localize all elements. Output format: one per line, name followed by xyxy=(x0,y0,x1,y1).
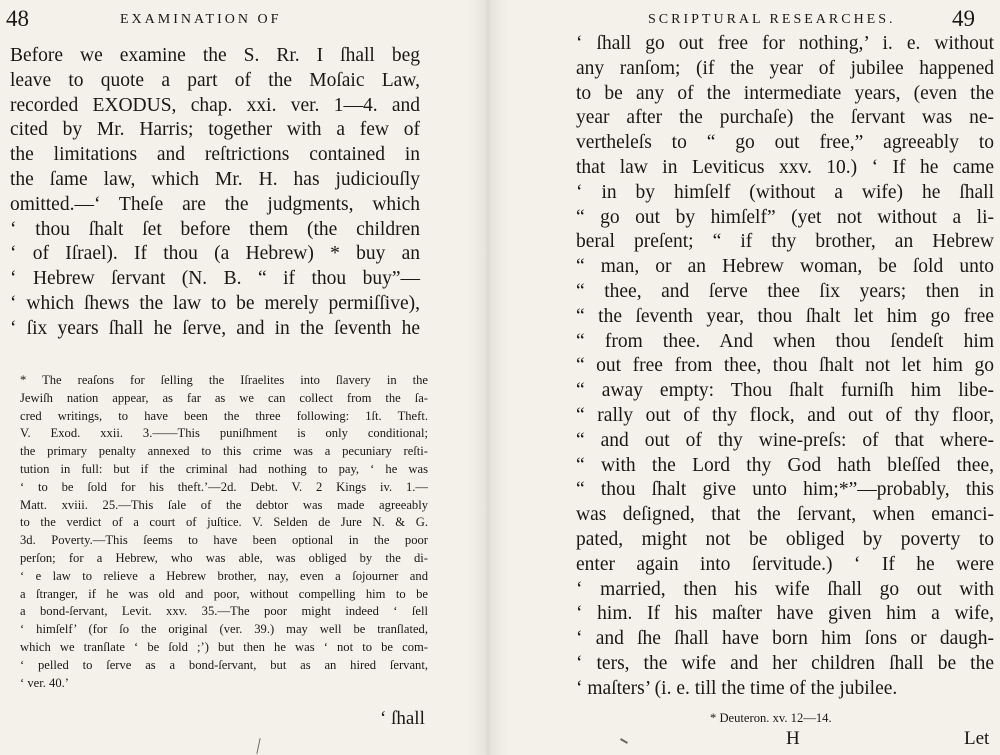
footnote-line: * The reaſons for ſelling the Iſraelites into ſlavery in the xyxy=(20,373,428,387)
footnote-line: the primary penalty annexed to this crime was a pecuniary reſti- xyxy=(20,444,428,459)
body-line: recorded EXODUS, chap. xxi. ver. 1—4. and xyxy=(10,94,420,116)
footnote-line: ‘ e law to relieve a Hebrew brother, nay, even a ſojourner and xyxy=(20,568,428,583)
body-line: cited by Mr. Harris; together with a few of xyxy=(10,119,420,141)
footnote-line: Jewiſh nation appear, as far as we can collect from the ſa- xyxy=(20,390,428,405)
body-line: “ man, or an Hebrew woman, be ſold unto xyxy=(576,256,994,278)
body-line: ‘ married, then his wife ſhall go out with xyxy=(576,578,994,600)
footnote-line: 3d. Poverty.—This ſeems to have been optional in the poor xyxy=(20,533,428,548)
right-page xyxy=(500,0,1000,755)
body-line: ‘ ters, the wife and her children ſhall be the xyxy=(576,652,994,674)
body-line: Before we examine the S. Rr. I ſhall beg xyxy=(10,45,420,66)
body-line: “ thou ſhalt give unto him;*”—probably, this xyxy=(576,479,994,501)
body-line: “ go out by himſelf” (yet not without a li- xyxy=(576,206,994,228)
paper-mark xyxy=(620,738,628,744)
body-line: the ſame law, which Mr. H. has judiciouſly xyxy=(10,168,420,190)
left-catchword: ‘ ſhall xyxy=(380,708,425,729)
body-line: ‘ ſhall go out free for nothing,’ i. e. without xyxy=(576,33,994,54)
body-line: “ away empty: Thou ſhalt furniſh him libe- xyxy=(576,380,994,402)
footnote-line: ‘ to be ſold for his theft.’—2d. Debt. V. 2 Kings iv. 1.— xyxy=(20,479,428,494)
left-page xyxy=(0,0,470,755)
body-line: “ from thee. And when thou ſendeſt him xyxy=(576,330,994,352)
body-line: “ thee, and ſerve thee ſix years; then in xyxy=(576,280,994,302)
body-line: year after the purchaſe) the ſervant was ne- xyxy=(576,107,994,129)
body-line: ‘ of Iſrael). If thou (a Hebrew) * buy an xyxy=(10,243,420,265)
right-footnote: * Deuteron. xv. 12—14. xyxy=(710,711,832,725)
footnote-line: tution in full: but if the criminal had nothing to pay, ‘ he was xyxy=(20,461,428,476)
body-line: vertheleſs to “ go out free,” agreeably to xyxy=(576,132,994,154)
footnote-line: ‘ pelled to ſerve as a bond-ſervant, but as an hired ſervant, xyxy=(20,657,428,672)
body-line: enter again into ſervitude.) ‘ If he were xyxy=(576,553,994,575)
right-running-head: SCRIPTURAL RESEARCHES. xyxy=(648,12,896,27)
body-line: ‘ Hebrew ſervant (N. B. “ if thou buy”— xyxy=(10,268,420,290)
body-line: “ the ſeventh year, thou ſhalt let him go free xyxy=(576,305,994,327)
body-line: the limitations and reſtrictions contained in xyxy=(10,144,420,166)
body-line: ‘ which ſhews the law to be merely permiſſive), xyxy=(10,292,420,314)
left-page-number: 48 xyxy=(6,6,29,31)
body-line: beral preſent; “ if thy brother, an Hebrew xyxy=(576,231,994,253)
body-line: “ with the Lord thy God hath bleſſed thee, xyxy=(576,454,994,476)
footnote-line: ‘ himſelf’ (for ſo the original (ver. 39.) may well be tranſlated, xyxy=(20,622,428,637)
body-line: “ rally out of thy flock, and out of thy floor, xyxy=(576,404,994,426)
right-page-number: 49 xyxy=(952,6,975,31)
body-line: pated, might not be obliged by poverty to xyxy=(576,528,994,550)
body-line: “ out free from thee, thou ſhalt not let him go xyxy=(576,355,994,377)
footnote-line: Matt. xviii. 25.—This ſale of the debtor was made agreeably xyxy=(20,497,428,512)
body-line: ‘ him. If his maſter have given him a wife, xyxy=(576,603,994,625)
footnote-line: cred writings, to have been the three following: 1ſt. Theft. xyxy=(20,408,428,423)
footnote-line: a ſtranger, if he was old and poor, without compelling him to be xyxy=(20,586,428,601)
right-body-text xyxy=(576,32,994,702)
body-line: ‘ and ſhe ſhall have born him ſons or daugh- xyxy=(576,628,994,650)
left-running-head: EXAMINATION OF xyxy=(120,12,282,27)
body-line: ‘ thou ſhalt ſet before them (the children xyxy=(10,218,420,240)
body-line: ‘ maſters’ (i. e. till the time of the jubilee. xyxy=(576,677,898,699)
left-body-text xyxy=(10,44,420,342)
body-line: any ranſom; (if the year of jubilee happened xyxy=(576,57,994,79)
footnote-line: which we tranſlate ‘ be ſold ;’) but then he was ‘ not to be com- xyxy=(20,639,428,654)
body-line: that law in Leviticus xxv. 10.) ‘ If he came xyxy=(576,156,994,178)
footnote-line: perſon; for a Hebrew, who was able, was obliged by the di- xyxy=(20,550,428,565)
signature-mark: H xyxy=(786,728,800,749)
body-line: “ and out of thy wine-preſs: of that where- xyxy=(576,429,994,451)
body-line: leave to quote a part of the Moſaic Law, xyxy=(10,69,420,91)
body-line: omitted.—‘ Theſe are the judgments, which xyxy=(10,193,420,215)
paper-mark xyxy=(256,738,260,754)
footnote-line: ‘ ver. 40.’ xyxy=(20,675,69,690)
footnote-line: V. Exod. xxii. 3.——This puniſhment is only conditional; xyxy=(20,426,428,441)
footnote-line: to the verdict of a court of juſtice. V. Selden de Jure N. & G. xyxy=(20,515,428,530)
footnote-line: a bond-ſervant, Levit. xxv. 35.—The poor might indeed ‘ ſell xyxy=(20,604,428,619)
right-catchword: Let xyxy=(964,728,990,749)
body-line: ‘ ſix years ſhall he ſerve, and in the ſeventh he xyxy=(10,317,420,339)
body-line: ‘ in by himſelf (without a wife) he ſhall xyxy=(576,181,994,203)
body-line: to be any of the intermediate years, (even the xyxy=(576,82,994,104)
left-footnote xyxy=(20,372,428,692)
body-line: was deſigned, that the ſervant, when emanci- xyxy=(576,504,994,526)
